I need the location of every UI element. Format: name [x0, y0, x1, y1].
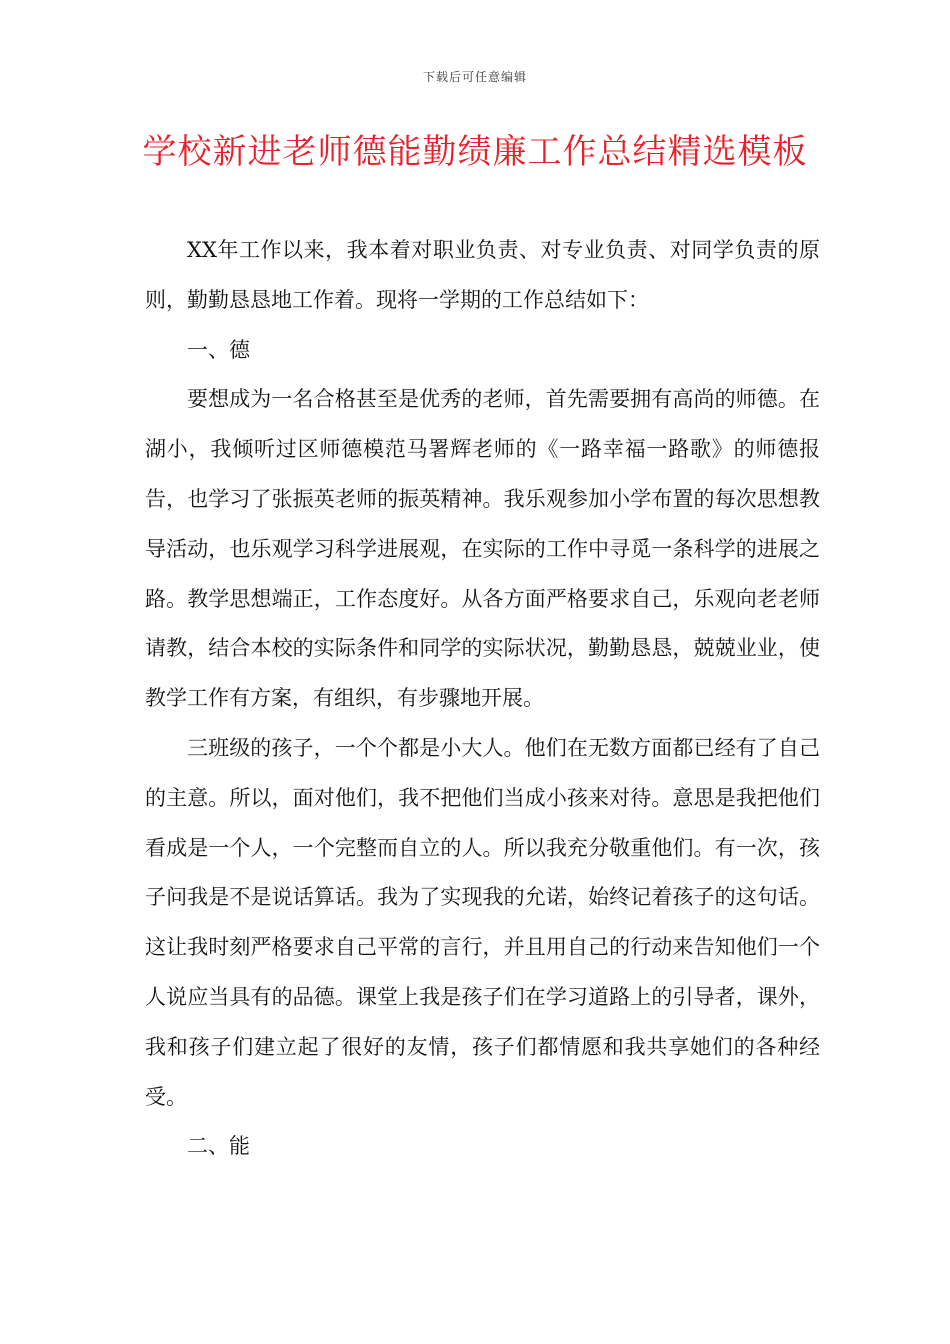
document-title: 学校新进老师德能勤绩廉工作总结精选模板	[142, 132, 808, 172]
body-paragraph: 三班级的孩子，一个个都是小大人。他们在无数方面都已经有了自己的主意。所以，面对他们，我不把他们当成小孩来对待。意思是我把他们看成是一个人，一个完整而自立的人。所以我充分敬重他们。有一次，孩子问我是不是说话算话。我为了实现我的允诺，始终记着孩子的这句话。这让我时刻严格要求自己平常的言行，并且用自己的行动来告知他们一个人说应当具有的品德。课堂上我是孩子们在学习道路上的引导者，课外，我和孩子们建立起了很好的友情，孩子们都情愿和我共享她们的各种经受。	[145, 735, 820, 1109]
body-paragraph: 要想成为一名合格甚至是优秀的老师，首先需要拥有高尚的师德。在湖小，我倾听过区师德模范马署辉老师的《一路幸福一路歌》的师德报告，也学习了张振英老师的振英精神。我乐观参加小学布置的每次思想教导活动，也乐观学习科学进展观，在实际的工作中寻觅一条科学的进展之路。教学思想端正，工作态度好。从各方面严格要求自己，乐观向老老师请教，结合本校的实际条件和同学的实际状况，勤勤恳恳，兢兢业业，使教学工作有方案，有组织，有步骤地开展。	[145, 387, 820, 711]
section-heading-de: 一、德	[187, 337, 250, 362]
header-note: 下载后可任意编辑	[422, 70, 527, 84]
intro-paragraph: XX年工作以来，我本着对职业负责、对专业负责、对同学负责的原则，勤勤恳恳地工作着。现将一学期的工作总结如下：	[145, 238, 820, 312]
document-body	[145, 226, 820, 1172]
section-heading-neng: 二、能	[187, 1134, 250, 1159]
